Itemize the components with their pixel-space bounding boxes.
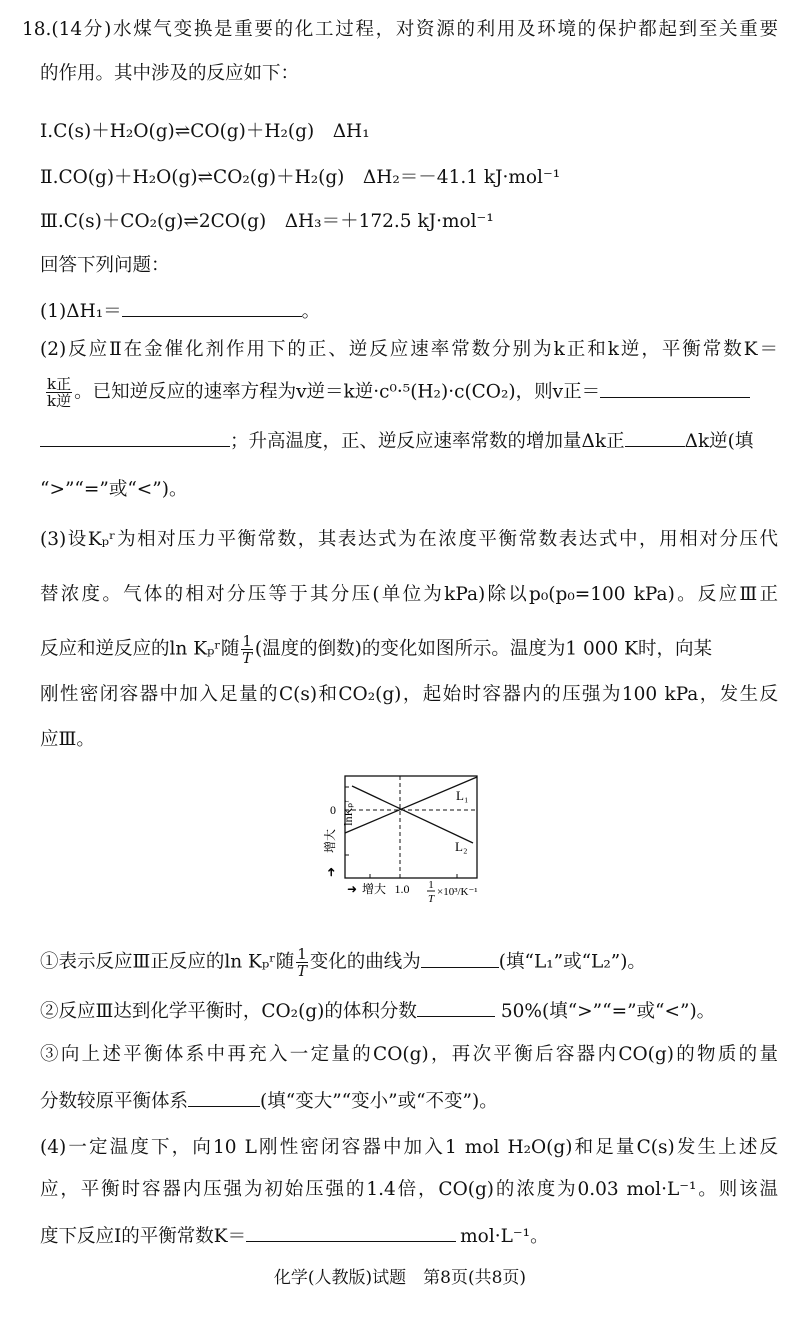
sub-3-text: (填“变大”“变小”或“不变”)。	[260, 1091, 498, 1112]
frac-den: T	[296, 962, 307, 980]
sub-3-line2	[40, 1088, 498, 1114]
y-increase-label: 增大	[323, 828, 337, 854]
answer-blank[interactable]	[188, 1088, 260, 1107]
answer-prompt: 回答下列问题：	[40, 255, 170, 276]
curve-l2	[352, 786, 473, 843]
frac-num: 1	[297, 945, 307, 963]
part-1-end: 。	[301, 301, 321, 322]
question-intro-cont: 的作用。其中涉及的反应如下：	[40, 63, 300, 84]
x-increase-label: 增大	[361, 882, 387, 896]
answer-blank[interactable]	[246, 1223, 456, 1242]
frac-den: T	[242, 649, 253, 667]
part-3-text: 反应和逆反应的ln Kₚʳ随	[40, 638, 240, 660]
question-intro: 18.(14分)水煤气变换是重要的化工过程，对资源的利用及环境的保护都起到至关重要	[22, 19, 778, 40]
part-2-text: 。已知逆反应的速率方程为v逆＝k逆·c⁰·⁵(H₂)·c(CO₂)，则v正＝	[74, 381, 601, 403]
frac-num: 1	[242, 632, 252, 650]
sub-2	[40, 998, 715, 1024]
y-zero-label: 0	[330, 803, 336, 817]
sub-2-text: ②反应Ⅲ达到化学平衡时，CO₂(g)的体积分数	[40, 1001, 417, 1022]
part-4-line1: (4)一定温度下，向10 L刚性密闭容器中加入1 mol H₂O(g)和足量C(s)发生上述反	[40, 1137, 778, 1158]
part-4-text: 度下反应Ⅰ的平衡常数K＝	[40, 1226, 247, 1247]
sub-3-line1: ③向上述平衡体系中再充入一定量的CO(g)，再次平衡后容器内CO(g)的物质的量	[40, 1044, 778, 1065]
part-4-line3	[40, 1223, 549, 1249]
x-arrow-icon: ➜	[346, 882, 358, 896]
l1-label: L₁	[456, 788, 469, 803]
y-axis-label: lnKₚʳ	[341, 800, 355, 826]
reaction-3: Ⅲ.C(s)＋CO₂(g)⇌2CO(g) ΔH₃＝＋172.5 kJ·mol⁻¹	[40, 211, 494, 232]
curve-l1	[345, 777, 477, 833]
x-unit-label: ×10³/K⁻¹	[437, 886, 478, 898]
part-3-line2: 替浓度。气体的相对分压等于其分压(单位为kPa)除以p₀(p₀=100 kPa)。反应Ⅲ正	[40, 584, 778, 605]
x-tick-label: 1.0	[394, 882, 410, 896]
sub-1-text: 变化的曲线为	[309, 951, 421, 973]
inverse-temp-fraction	[296, 946, 308, 979]
sub-3-text: 分数较原平衡体系	[40, 1091, 189, 1112]
part-3-line1: (3)设Kₚʳ为相对压力平衡常数，其表达式为在浓度平衡常数表达式中，用相对分压代	[40, 529, 778, 550]
page-footer: 化学(人教版)试题 第8页(共8页)	[273, 1268, 527, 1288]
sub-1	[40, 946, 646, 979]
answer-blank[interactable]	[421, 949, 499, 968]
sub-1-text: ①表示反应Ⅲ正反应的ln Kₚʳ随	[40, 951, 295, 973]
part-2-text: ；升高温度，正、逆反应速率常数的增加量Δk正	[230, 431, 625, 452]
part-4-line2: 应，平衡时容器内压强为初始压强的1.4倍，CO(g)的浓度为0.03 mol·L⁻¹。则该温	[40, 1179, 778, 1200]
sub-2-text: 50%(填“>”“=”或“<”)。	[500, 1001, 716, 1022]
reaction-2: Ⅱ.CO(g)＋H₂O(g)⇌CO₂(g)＋H₂(g) ΔH₂＝－41.1 kJ·mol⁻¹	[40, 167, 561, 188]
y-arrow-icon: ➜	[324, 866, 338, 878]
reaction-1: Ⅰ.C(s)＋H₂O(g)⇌CO(g)＋H₂(g) ΔH₁	[40, 121, 370, 142]
part-2-line4: “>”“=”或“<”)。	[40, 479, 188, 500]
part-3-line5: 应Ⅲ。	[40, 729, 95, 750]
x-frac-den: T	[427, 893, 435, 905]
frac-num: k正	[47, 375, 72, 393]
part-2-text: Δk逆(填	[684, 431, 754, 452]
l2-label: L₂	[455, 839, 468, 854]
part-3-text: (温度的倒数)的变化如图所示。温度为1 000 K时，向某	[254, 638, 713, 660]
part-3-line4: 刚性密闭容器中加入足量的C(s)和CO₂(g)，起始时容器内的压强为100 kPa，发生反	[40, 684, 778, 705]
answer-blank[interactable]	[417, 998, 495, 1017]
part-4-text: mol·L⁻¹。	[460, 1226, 549, 1247]
x-frac-num: 1	[428, 879, 434, 891]
sub-1-text: (填“L₁”或“L₂”)。	[498, 951, 646, 973]
frac-den: k逆	[47, 392, 72, 410]
part-2-line1: (2)反应Ⅱ在金催化剂作用下的正、逆反应速率常数分别为k正和k逆，平衡常数K＝	[40, 339, 778, 360]
part-1-text: (1)ΔH₁＝	[40, 301, 122, 322]
